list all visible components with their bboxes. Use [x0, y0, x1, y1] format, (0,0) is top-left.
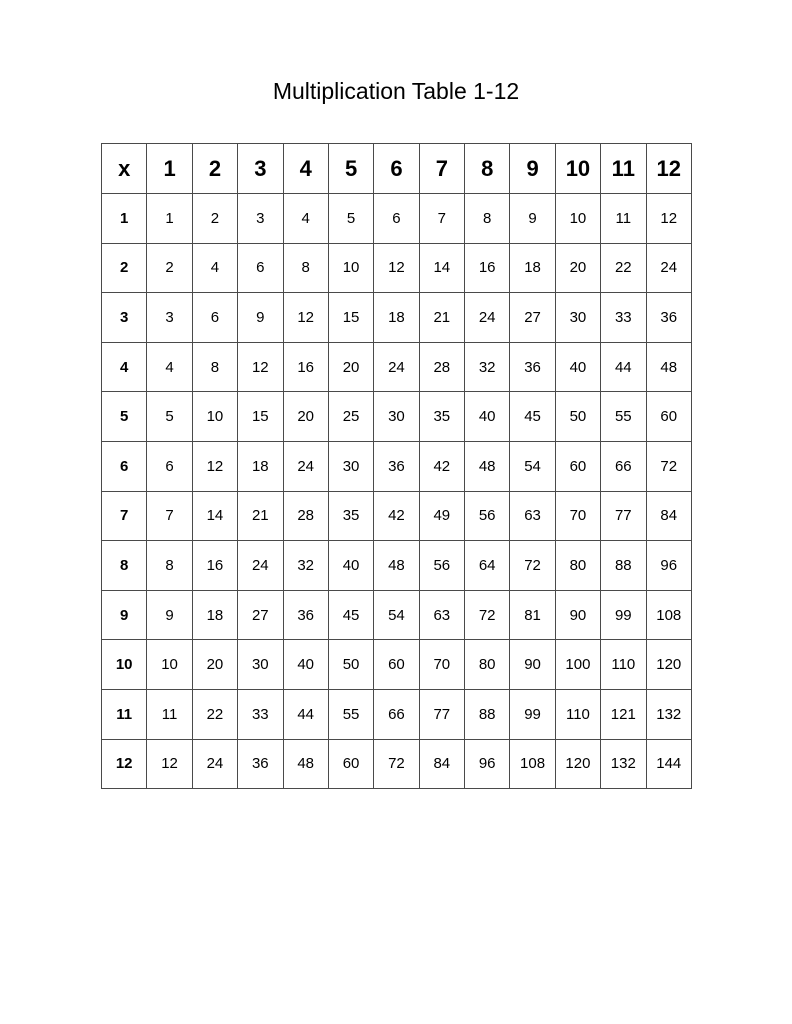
product-cell: 6 — [374, 194, 419, 244]
product-cell: 12 — [374, 243, 419, 293]
table-row — [102, 689, 692, 739]
product-cell: 121 — [601, 689, 646, 739]
product-cell: 72 — [465, 590, 510, 640]
product-cell: 18 — [192, 590, 237, 640]
product-cell: 40 — [328, 541, 373, 591]
product-cell: 90 — [555, 590, 600, 640]
row-header: 7 — [102, 491, 147, 541]
product-cell: 99 — [601, 590, 646, 640]
product-cell: 35 — [328, 491, 373, 541]
product-cell: 11 — [601, 194, 646, 244]
product-cell: 49 — [419, 491, 464, 541]
product-cell: 10 — [147, 640, 192, 690]
product-cell: 110 — [555, 689, 600, 739]
row-header: 8 — [102, 541, 147, 591]
product-cell: 60 — [374, 640, 419, 690]
product-cell: 9 — [238, 293, 283, 343]
row-header: 3 — [102, 293, 147, 343]
column-header: 5 — [328, 144, 373, 194]
product-cell: 80 — [555, 541, 600, 591]
product-cell: 16 — [465, 243, 510, 293]
product-cell: 8 — [147, 541, 192, 591]
table-row — [102, 491, 692, 541]
product-cell: 6 — [238, 243, 283, 293]
product-cell: 30 — [374, 392, 419, 442]
product-cell: 18 — [510, 243, 555, 293]
column-header: 10 — [555, 144, 600, 194]
product-cell: 48 — [646, 342, 692, 392]
product-cell: 36 — [374, 441, 419, 491]
column-header: 9 — [510, 144, 555, 194]
column-header: 4 — [283, 144, 328, 194]
product-cell: 1 — [147, 194, 192, 244]
product-cell: 18 — [374, 293, 419, 343]
product-cell: 72 — [374, 739, 419, 789]
row-header: 2 — [102, 243, 147, 293]
product-cell: 40 — [555, 342, 600, 392]
product-cell: 144 — [646, 739, 692, 789]
product-cell: 4 — [147, 342, 192, 392]
product-cell: 90 — [510, 640, 555, 690]
product-cell: 42 — [374, 491, 419, 541]
product-cell: 8 — [465, 194, 510, 244]
column-header: 3 — [238, 144, 283, 194]
product-cell: 55 — [601, 392, 646, 442]
corner-cell: x — [102, 144, 147, 194]
product-cell: 132 — [646, 689, 692, 739]
product-cell: 15 — [238, 392, 283, 442]
product-cell: 30 — [555, 293, 600, 343]
product-cell: 32 — [283, 541, 328, 591]
product-cell: 44 — [283, 689, 328, 739]
product-cell: 9 — [147, 590, 192, 640]
product-cell: 50 — [328, 640, 373, 690]
product-cell: 27 — [510, 293, 555, 343]
column-header: 8 — [465, 144, 510, 194]
product-cell: 24 — [374, 342, 419, 392]
product-cell: 70 — [555, 491, 600, 541]
product-cell: 80 — [465, 640, 510, 690]
product-cell: 77 — [419, 689, 464, 739]
product-cell: 7 — [419, 194, 464, 244]
table-row — [102, 293, 692, 343]
product-cell: 100 — [555, 640, 600, 690]
product-cell: 88 — [601, 541, 646, 591]
table-body — [102, 144, 692, 789]
product-cell: 30 — [238, 640, 283, 690]
row-header: 11 — [102, 689, 147, 739]
product-cell: 8 — [192, 342, 237, 392]
product-cell: 132 — [601, 739, 646, 789]
product-cell: 48 — [374, 541, 419, 591]
product-cell: 72 — [510, 541, 555, 591]
row-header: 6 — [102, 441, 147, 491]
row-header: 10 — [102, 640, 147, 690]
product-cell: 99 — [510, 689, 555, 739]
product-cell: 40 — [465, 392, 510, 442]
product-cell: 10 — [555, 194, 600, 244]
product-cell: 48 — [465, 441, 510, 491]
product-cell: 27 — [238, 590, 283, 640]
column-header: 2 — [192, 144, 237, 194]
product-cell: 108 — [646, 590, 692, 640]
product-cell: 70 — [419, 640, 464, 690]
product-cell: 20 — [283, 392, 328, 442]
product-cell: 33 — [601, 293, 646, 343]
product-cell: 66 — [374, 689, 419, 739]
product-cell: 63 — [419, 590, 464, 640]
product-cell: 56 — [419, 541, 464, 591]
product-cell: 36 — [510, 342, 555, 392]
product-cell: 36 — [238, 739, 283, 789]
table-row — [102, 392, 692, 442]
product-cell: 120 — [646, 640, 692, 690]
product-cell: 110 — [601, 640, 646, 690]
product-cell: 5 — [328, 194, 373, 244]
header-row — [102, 144, 692, 194]
product-cell: 55 — [328, 689, 373, 739]
product-cell: 28 — [283, 491, 328, 541]
table-row — [102, 739, 692, 789]
product-cell: 33 — [238, 689, 283, 739]
table-row — [102, 194, 692, 244]
product-cell: 84 — [419, 739, 464, 789]
product-cell: 24 — [646, 243, 692, 293]
product-cell: 54 — [510, 441, 555, 491]
product-cell: 60 — [328, 739, 373, 789]
product-cell: 12 — [283, 293, 328, 343]
product-cell: 42 — [419, 441, 464, 491]
column-header: 6 — [374, 144, 419, 194]
product-cell: 36 — [646, 293, 692, 343]
product-cell: 48 — [283, 739, 328, 789]
product-cell: 28 — [419, 342, 464, 392]
column-header: 7 — [419, 144, 464, 194]
table-row — [102, 640, 692, 690]
product-cell: 24 — [192, 739, 237, 789]
product-cell: 21 — [419, 293, 464, 343]
table-row — [102, 541, 692, 591]
page-title: Multiplication Table 1-12 — [272, 78, 520, 104]
product-cell: 35 — [419, 392, 464, 442]
product-cell: 5 — [147, 392, 192, 442]
product-cell: 12 — [646, 194, 692, 244]
row-header: 1 — [102, 194, 147, 244]
product-cell: 22 — [601, 243, 646, 293]
product-cell: 88 — [465, 689, 510, 739]
product-cell: 18 — [238, 441, 283, 491]
product-cell: 54 — [374, 590, 419, 640]
product-cell: 96 — [646, 541, 692, 591]
product-cell: 7 — [147, 491, 192, 541]
row-header: 9 — [102, 590, 147, 640]
product-cell: 12 — [192, 441, 237, 491]
product-cell: 16 — [192, 541, 237, 591]
product-cell: 20 — [192, 640, 237, 690]
product-cell: 3 — [238, 194, 283, 244]
product-cell: 3 — [147, 293, 192, 343]
product-cell: 64 — [465, 541, 510, 591]
product-cell: 24 — [465, 293, 510, 343]
product-cell: 6 — [192, 293, 237, 343]
product-cell: 84 — [646, 491, 692, 541]
product-cell: 77 — [601, 491, 646, 541]
row-header: 12 — [102, 739, 147, 789]
product-cell: 45 — [328, 590, 373, 640]
product-cell: 22 — [192, 689, 237, 739]
product-cell: 11 — [147, 689, 192, 739]
multiplication-table — [101, 143, 692, 789]
product-cell: 96 — [465, 739, 510, 789]
product-cell: 56 — [465, 491, 510, 541]
product-cell: 9 — [510, 194, 555, 244]
product-cell: 120 — [555, 739, 600, 789]
product-cell: 63 — [510, 491, 555, 541]
product-cell: 81 — [510, 590, 555, 640]
table-row — [102, 342, 692, 392]
row-header: 5 — [102, 392, 147, 442]
product-cell: 2 — [147, 243, 192, 293]
product-cell: 10 — [192, 392, 237, 442]
product-cell: 72 — [646, 441, 692, 491]
product-cell: 45 — [510, 392, 555, 442]
column-header: 1 — [147, 144, 192, 194]
product-cell: 12 — [238, 342, 283, 392]
product-cell: 15 — [328, 293, 373, 343]
table-row — [102, 243, 692, 293]
table-row — [102, 441, 692, 491]
product-cell: 50 — [555, 392, 600, 442]
product-cell: 36 — [283, 590, 328, 640]
product-cell: 60 — [555, 441, 600, 491]
product-cell: 44 — [601, 342, 646, 392]
column-header: 11 — [601, 144, 646, 194]
product-cell: 32 — [465, 342, 510, 392]
product-cell: 108 — [510, 739, 555, 789]
product-cell: 25 — [328, 392, 373, 442]
product-cell: 24 — [283, 441, 328, 491]
row-header: 4 — [102, 342, 147, 392]
product-cell: 14 — [419, 243, 464, 293]
product-cell: 30 — [328, 441, 373, 491]
column-header: 12 — [646, 144, 692, 194]
product-cell: 4 — [192, 243, 237, 293]
product-cell: 40 — [283, 640, 328, 690]
product-cell: 14 — [192, 491, 237, 541]
table-row — [102, 590, 692, 640]
product-cell: 66 — [601, 441, 646, 491]
product-cell: 60 — [646, 392, 692, 442]
product-cell: 20 — [328, 342, 373, 392]
product-cell: 4 — [283, 194, 328, 244]
product-cell: 12 — [147, 739, 192, 789]
product-cell: 8 — [283, 243, 328, 293]
product-cell: 10 — [328, 243, 373, 293]
product-cell: 16 — [283, 342, 328, 392]
product-cell: 24 — [238, 541, 283, 591]
product-cell: 21 — [238, 491, 283, 541]
product-cell: 6 — [147, 441, 192, 491]
product-cell: 2 — [192, 194, 237, 244]
product-cell: 20 — [555, 243, 600, 293]
